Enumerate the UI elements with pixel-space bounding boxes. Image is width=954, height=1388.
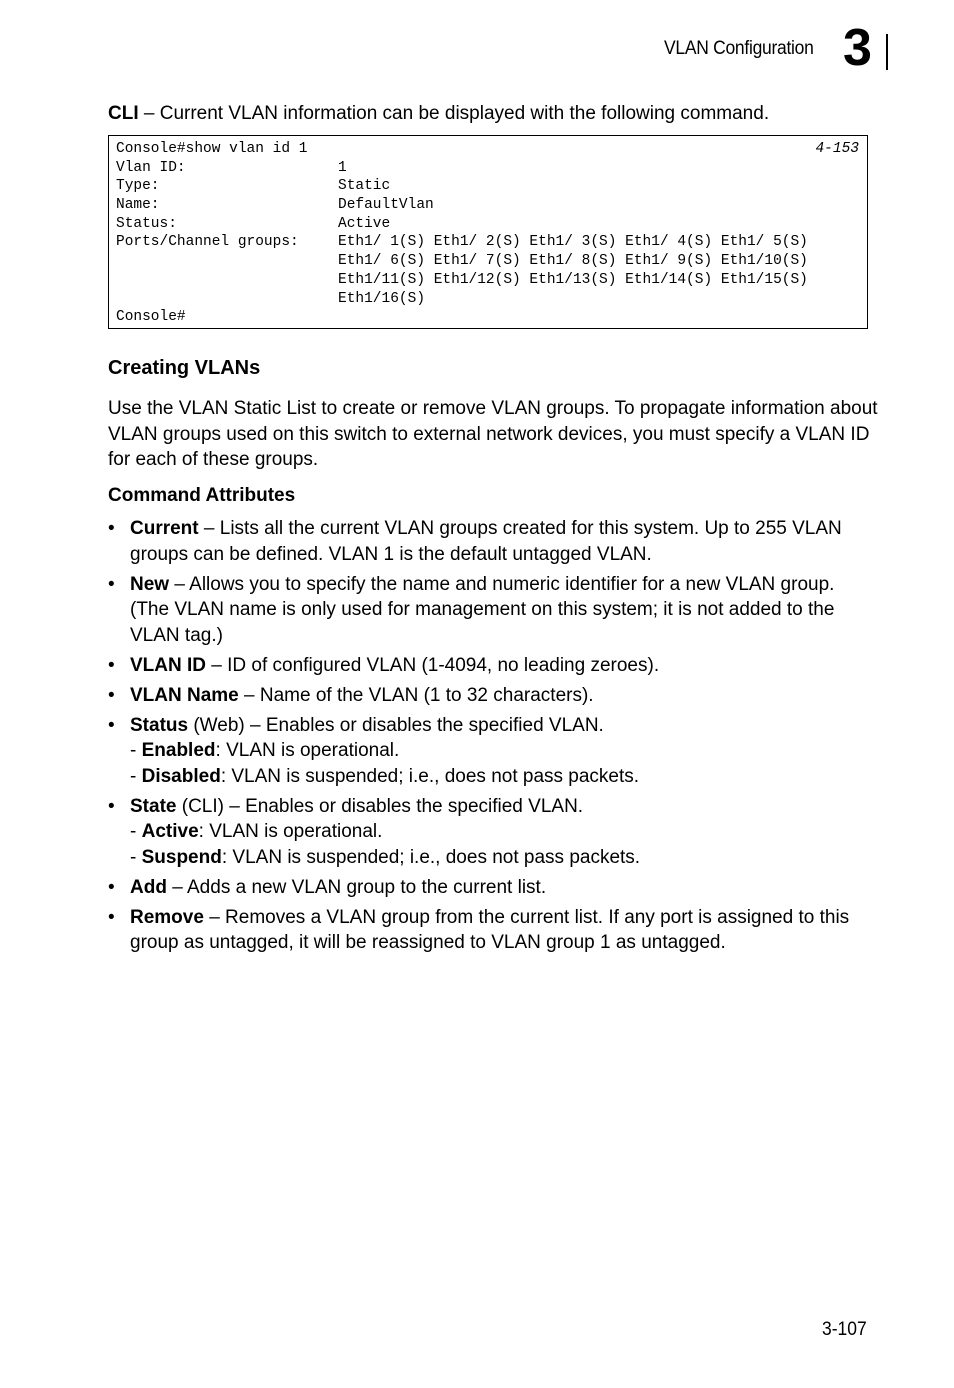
console-command-line bbox=[116, 140, 867, 159]
console-row bbox=[116, 215, 867, 234]
attributes-list bbox=[108, 516, 878, 960]
console-row-value: Eth1/11(S) Eth1/12(S) Eth1/13(S) Eth1/14(S) Eth1/15(S) bbox=[338, 271, 808, 288]
bullet-icon: • bbox=[108, 684, 115, 706]
console-row-label: Status: bbox=[116, 215, 177, 232]
attribute-option bbox=[130, 845, 878, 871]
attribute-option-text: : VLAN is operational. bbox=[215, 740, 400, 761]
bullet-icon: • bbox=[108, 714, 115, 736]
attribute-description: – Allows you to specify the name and numeric identifier for a new VLAN group. (The VLAN name is only used for management on this system; it is not added to the VLAN tag.) bbox=[130, 573, 835, 646]
bullet-icon: • bbox=[108, 654, 115, 676]
console-row bbox=[116, 159, 867, 178]
attribute-description: – Adds a new VLAN group to the current list. bbox=[166, 876, 547, 898]
cli-intro bbox=[108, 102, 888, 126]
attribute-option bbox=[130, 819, 878, 845]
console-row-label: Vlan ID: bbox=[116, 159, 186, 176]
page-number: 3-107 bbox=[822, 1319, 867, 1340]
console-row bbox=[116, 177, 867, 196]
attribute-term: Remove bbox=[130, 906, 204, 928]
bullet-icon: • bbox=[108, 876, 115, 898]
attribute-option-term: Enabled bbox=[141, 740, 216, 761]
console-row bbox=[116, 252, 867, 271]
console-row-value: Active bbox=[338, 215, 391, 232]
console-row-value: 1 bbox=[338, 159, 347, 176]
attribute-option-text: : VLAN is suspended; i.e., does not pass packets. bbox=[220, 765, 640, 787]
attribute-term: VLAN Name bbox=[130, 684, 239, 706]
console-output-box bbox=[108, 135, 868, 329]
console-row-value: Eth1/ 1(S) Eth1/ 2(S) Eth1/ 3(S) Eth1/ 4(S) Eth1/ 5(S) bbox=[338, 234, 808, 251]
console-row-value: Eth1/16(S) bbox=[338, 290, 426, 307]
attribute-item bbox=[108, 713, 878, 790]
attribute-item bbox=[108, 572, 878, 649]
attribute-description: (CLI) – Enables or disables the specified VLAN. bbox=[176, 795, 584, 817]
console-row-value: Eth1/ 6(S) Eth1/ 7(S) Eth1/ 8(S) Eth1/ 9(S) Eth1/10(S) bbox=[338, 253, 808, 270]
attribute-option bbox=[130, 738, 878, 764]
attribute-term: Current bbox=[130, 518, 199, 539]
bullet-icon: • bbox=[108, 795, 115, 817]
attribute-option-term: Suspend bbox=[141, 846, 222, 868]
command-reference: 4-153 bbox=[815, 141, 859, 157]
attribute-term: Add bbox=[130, 876, 167, 898]
dash-icon: - bbox=[130, 846, 142, 868]
attribute-description: – Removes a VLAN group from the current list. If any port is assigned to this group as untagged, it will be reassigned to VLAN group 1 as untagged. bbox=[130, 906, 850, 953]
attribute-term: VLAN ID bbox=[130, 654, 206, 676]
attribute-option-term: Active bbox=[141, 821, 199, 842]
console-rows bbox=[116, 159, 867, 309]
section-heading: Creating VLANs bbox=[108, 357, 261, 379]
attribute-term: New bbox=[130, 573, 170, 595]
cli-intro-text: – Current VLAN information can be displayed with the following command. bbox=[138, 103, 770, 124]
bullet-icon: • bbox=[108, 518, 115, 539]
attribute-item bbox=[108, 905, 878, 956]
cli-label: CLI bbox=[108, 103, 139, 124]
console-row-label: Name: bbox=[116, 197, 160, 214]
dash-icon: - bbox=[130, 821, 142, 842]
attribute-item bbox=[108, 516, 878, 567]
attribute-term: Status bbox=[130, 714, 189, 736]
dash-icon: - bbox=[130, 740, 142, 761]
console-row-value: Static bbox=[338, 178, 391, 195]
section-paragraph: Use the VLAN Static List to create or remove VLAN groups. To propagate information about VLAN groups used on this switch to external network devices, you must specify a VLAN ID for each of these groups. bbox=[108, 398, 878, 471]
attribute-item bbox=[108, 875, 878, 901]
console-row bbox=[116, 196, 867, 215]
attributes-heading: Command Attributes bbox=[108, 485, 296, 506]
attribute-item bbox=[108, 794, 878, 871]
attribute-description: (Web) – Enables or disables the specified VLAN. bbox=[188, 714, 604, 736]
attribute-option-term: Disabled bbox=[141, 765, 221, 787]
attribute-option-text: : VLAN is operational. bbox=[198, 821, 383, 842]
attribute-description: – ID of configured VLAN (1-4094, no leading zeroes). bbox=[206, 654, 660, 676]
console-command: Console#show vlan id 1 bbox=[116, 141, 308, 157]
bullet-icon: • bbox=[108, 906, 115, 928]
console-row-label: Ports/Channel groups: bbox=[116, 234, 299, 251]
attribute-option bbox=[130, 764, 878, 790]
console-prompt-line bbox=[116, 308, 867, 327]
attribute-item bbox=[108, 683, 878, 709]
attribute-item bbox=[108, 653, 878, 679]
console-row bbox=[116, 290, 867, 309]
attribute-description: – Lists all the current VLAN groups created for this system. Up to 255 VLAN groups can be defined. VLAN 1 is the default untagged VLAN. bbox=[130, 518, 842, 565]
console-row-label: Type: bbox=[116, 178, 160, 195]
bullet-icon: • bbox=[108, 573, 115, 595]
console-row-value: DefaultVlan bbox=[338, 197, 434, 214]
chapter-number: 3 bbox=[843, 19, 872, 77]
console-row bbox=[116, 233, 867, 252]
console-row bbox=[116, 271, 867, 290]
dash-icon: - bbox=[130, 765, 142, 787]
chapter-rule bbox=[886, 34, 888, 70]
attribute-description: – Name of the VLAN (1 to 32 characters). bbox=[238, 684, 594, 706]
attribute-option-text: : VLAN is suspended; i.e., does not pass packets. bbox=[221, 846, 641, 868]
attribute-term: State bbox=[130, 795, 177, 817]
console-prompt: Console# bbox=[116, 309, 186, 326]
section-title: VLAN Configuration bbox=[664, 38, 814, 59]
